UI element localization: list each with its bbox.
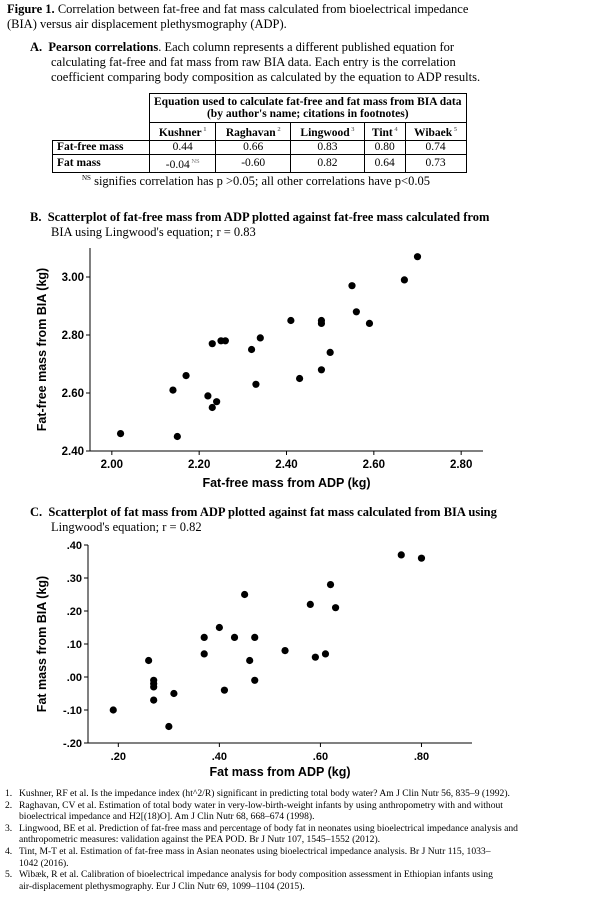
reference-list bbox=[5, 788, 610, 892]
cell-value: -0.04 bbox=[165, 158, 190, 171]
data-point bbox=[201, 650, 208, 657]
row-label: Fat mass bbox=[53, 154, 150, 172]
y-tick-label: .20 bbox=[66, 606, 82, 618]
column-citation: 4 bbox=[392, 126, 398, 133]
cell-value: 0.66 bbox=[243, 140, 264, 153]
data-point bbox=[252, 381, 259, 388]
y-axis-label: Fat mass from BIA (kg) bbox=[35, 575, 49, 713]
data-point bbox=[170, 690, 177, 697]
x-tick-label: .40 bbox=[211, 751, 228, 763]
figure-title-line1: Correlation between fat-free and fat mass calculated from bioelectrical impedance bbox=[57, 2, 469, 16]
reference-item bbox=[5, 869, 610, 892]
data-point bbox=[209, 340, 216, 347]
x-tick-label: .60 bbox=[312, 751, 329, 763]
reference-item bbox=[5, 823, 610, 846]
section-c-title bbox=[30, 505, 605, 535]
table-cell bbox=[150, 140, 216, 154]
section-c-title-line2: Lingwood's equation; r = 0.82 bbox=[51, 520, 202, 534]
scatter-chart-fat-free-mass bbox=[0, 240, 612, 495]
data-point bbox=[246, 657, 253, 664]
column-header bbox=[216, 123, 291, 141]
reference-text: Raghavan, CV et al. Estimation of total body water in very-low-birth-weight infants by using anthropometry with and without bbox=[19, 799, 503, 811]
data-point bbox=[251, 634, 258, 641]
cell-value: 0.83 bbox=[317, 140, 338, 153]
y-tick-label: .00 bbox=[66, 672, 82, 684]
cell-value: 0.73 bbox=[425, 156, 446, 169]
cell-value: 0.74 bbox=[425, 140, 446, 153]
data-point bbox=[312, 654, 319, 661]
data-point bbox=[251, 677, 258, 684]
table-cell bbox=[364, 154, 405, 172]
table-cell bbox=[216, 140, 291, 154]
table-cell bbox=[291, 154, 365, 172]
section-b-title bbox=[30, 210, 605, 240]
reference-number: 3. bbox=[5, 822, 13, 834]
data-point bbox=[248, 346, 255, 353]
table-cell bbox=[364, 140, 405, 154]
figure-caption bbox=[7, 2, 607, 32]
y-tick-label: 3.00 bbox=[61, 272, 84, 284]
column-header bbox=[150, 123, 216, 141]
reference-line: bioelectrical impedance and H2[(18)O]. Am J Clin Nutr 68, 668–674 (1998). bbox=[19, 811, 315, 823]
reference-line bbox=[5, 823, 610, 835]
data-point bbox=[296, 375, 303, 382]
data-point bbox=[221, 687, 228, 694]
table-cell bbox=[405, 140, 466, 154]
reference-number: 4. bbox=[5, 845, 13, 857]
table-footnote bbox=[82, 174, 430, 189]
x-tick-label: 2.60 bbox=[362, 459, 386, 471]
table-cell bbox=[405, 154, 466, 172]
data-point bbox=[318, 317, 325, 324]
y-tick-label: .30 bbox=[66, 573, 82, 585]
section-a-line3: coefficient comparing body composition as calculated by the equation to ADP results. bbox=[51, 70, 481, 84]
x-tick-label: 2.00 bbox=[100, 459, 124, 471]
reference-item bbox=[5, 800, 610, 823]
column-name: Raghavan bbox=[225, 126, 276, 139]
table-corner bbox=[53, 94, 150, 141]
x-axis-label: Fat mass from ADP (kg) bbox=[209, 765, 351, 779]
data-point bbox=[204, 392, 211, 399]
section-a-line1: . Each column represents a different published equation for bbox=[158, 40, 455, 54]
section-a-letter: A. bbox=[30, 40, 43, 54]
x-tick-label: 2.40 bbox=[275, 459, 298, 471]
table-row bbox=[53, 140, 467, 154]
y-tick-label: -.20 bbox=[63, 738, 82, 750]
reference-text: Tint, M-T et al. Estimation of fat-free mass in Asian neonates using bioelectrical impedance analysis. Br J Nutr 115, 1033– bbox=[19, 845, 491, 857]
row-label: Fat-free mass bbox=[53, 140, 150, 154]
column-header bbox=[405, 123, 466, 141]
reference-number: 5. bbox=[5, 869, 13, 881]
table-row bbox=[53, 154, 467, 172]
y-tick-label: 2.80 bbox=[61, 330, 84, 342]
column-citation: 2 bbox=[275, 126, 281, 133]
column-name: Tint bbox=[371, 126, 393, 139]
data-point bbox=[117, 430, 124, 437]
data-point bbox=[257, 334, 264, 341]
data-point bbox=[231, 634, 238, 641]
data-point bbox=[216, 624, 223, 631]
x-tick-label: 2.80 bbox=[449, 459, 473, 471]
column-header bbox=[291, 123, 365, 141]
data-point bbox=[332, 604, 339, 611]
reference-number: 1. bbox=[5, 788, 13, 799]
reference-line: air-displacement plethysmography. Eur J Clin Nutr 69, 1099–1104 (2015). bbox=[19, 880, 305, 892]
data-point bbox=[287, 317, 294, 324]
column-name: Lingwood bbox=[300, 126, 350, 139]
data-point bbox=[110, 706, 117, 713]
correlation-table bbox=[52, 93, 467, 173]
section-b-letter: B. bbox=[30, 210, 42, 224]
cell-value: 0.80 bbox=[374, 140, 395, 153]
data-point bbox=[307, 601, 314, 608]
scatter-chart-fat-mass bbox=[0, 535, 612, 785]
column-citation: 5 bbox=[452, 126, 458, 133]
reference-line bbox=[5, 846, 610, 858]
column-name: Kushner bbox=[158, 126, 202, 139]
reference-number: 2. bbox=[5, 799, 13, 811]
footnote-text: signifies correlation has p >0.05; all other correlations have p<0.05 bbox=[90, 174, 430, 189]
data-point bbox=[174, 433, 181, 440]
reference-text: Lingwood, BE et al. Prediction of fat-free mass and percentage of body fat in neonates using bioelectrical impedance analysis and bbox=[19, 822, 518, 834]
reference-item bbox=[5, 846, 610, 869]
reference-line: anthropometric measures: validation against the PEA POD. Br J Nutr 107, 1545–1552 (2012). bbox=[19, 834, 381, 846]
reference-line: 1042 (2016). bbox=[19, 857, 69, 869]
reference-text: Wibæk, R et al. Calibration of bioelectrical impedance analysis for body composition assessment in Ethiopian infants using bbox=[19, 869, 493, 881]
data-point bbox=[201, 634, 208, 641]
y-tick-label: 2.60 bbox=[61, 388, 84, 400]
column-header bbox=[364, 123, 405, 141]
data-point bbox=[165, 723, 172, 730]
section-c-letter: C. bbox=[30, 505, 43, 519]
x-tick-label: 2.20 bbox=[187, 459, 211, 471]
cell-value: 0.64 bbox=[374, 156, 395, 169]
cell-value: 0.44 bbox=[172, 140, 193, 153]
reference-text: Kushner, RF et al. Is the impedance index (ht^2/R) significant in predicting total body water? Am J Clin Nutr 56, 835–9 (1992). bbox=[19, 788, 510, 799]
table-header-line1: Equation used to calculate fat-free and fat mass from BIA data bbox=[154, 96, 462, 108]
figure-label: Figure 1. bbox=[7, 2, 55, 16]
reference-item bbox=[5, 788, 610, 800]
section-b-title-line2: BIA using Lingwood's equation; r = 0.83 bbox=[51, 225, 256, 239]
table-cell bbox=[150, 154, 216, 172]
reference-line bbox=[5, 800, 610, 812]
section-a-line2: calculating fat-free and fat mass from raw BIA data. Each entry is the correlation bbox=[51, 55, 456, 69]
y-tick-label: 2.40 bbox=[61, 446, 84, 458]
data-point bbox=[145, 657, 152, 664]
reference-line bbox=[5, 788, 610, 800]
data-point bbox=[414, 253, 421, 260]
ns-mark: NS bbox=[189, 157, 200, 165]
data-point bbox=[418, 555, 425, 562]
y-axis-label: Fat-free mass from BIA (kg) bbox=[35, 267, 49, 432]
column-citation: 1 bbox=[201, 126, 207, 133]
x-tick-label: .80 bbox=[413, 751, 430, 763]
data-point bbox=[213, 398, 220, 405]
data-point bbox=[222, 337, 229, 344]
data-point bbox=[150, 680, 157, 687]
section-b-title-line1: Scatterplot of fat-free mass from ADP plotted against fat-free mass calculated from bbox=[47, 210, 490, 224]
x-axis-label: Fat-free mass from ADP (kg) bbox=[202, 476, 371, 490]
table-cell bbox=[291, 140, 365, 154]
data-point bbox=[401, 276, 408, 283]
column-citation: 3 bbox=[349, 126, 355, 133]
data-point bbox=[327, 349, 334, 356]
data-point bbox=[150, 697, 157, 704]
section-a-text bbox=[30, 40, 605, 85]
data-point bbox=[318, 366, 325, 373]
data-point bbox=[169, 387, 176, 394]
y-tick-label: .10 bbox=[66, 639, 82, 651]
table-header bbox=[150, 94, 467, 123]
data-point bbox=[366, 320, 373, 327]
table-cell bbox=[216, 154, 291, 172]
data-point bbox=[348, 282, 355, 289]
data-point bbox=[398, 551, 405, 558]
section-c-title-line1: Scatterplot of fat mass from ADP plotted against fat mass calculated from BIA using bbox=[48, 505, 497, 519]
reference-line bbox=[5, 869, 610, 881]
cell-value: 0.82 bbox=[317, 156, 338, 169]
data-point bbox=[353, 308, 360, 315]
data-point bbox=[281, 647, 288, 654]
cell-value: -0.60 bbox=[241, 156, 266, 169]
data-point bbox=[209, 404, 216, 411]
figure-title-line2: (BIA) versus air displacement plethysmography (ADP). bbox=[7, 17, 287, 31]
data-point bbox=[182, 372, 189, 379]
section-a-heading: Pearson correlations bbox=[48, 40, 159, 54]
y-tick-label: .40 bbox=[66, 540, 82, 552]
column-name: Wibaek bbox=[414, 126, 453, 139]
y-tick-label: -.10 bbox=[63, 705, 82, 717]
data-point bbox=[241, 591, 248, 598]
x-tick-label: .20 bbox=[110, 751, 126, 763]
data-point bbox=[322, 650, 329, 657]
table-header-line2: (by author's name; citations in footnotes) bbox=[206, 108, 409, 120]
ns-mark: NS bbox=[82, 174, 91, 182]
data-point bbox=[327, 581, 334, 588]
